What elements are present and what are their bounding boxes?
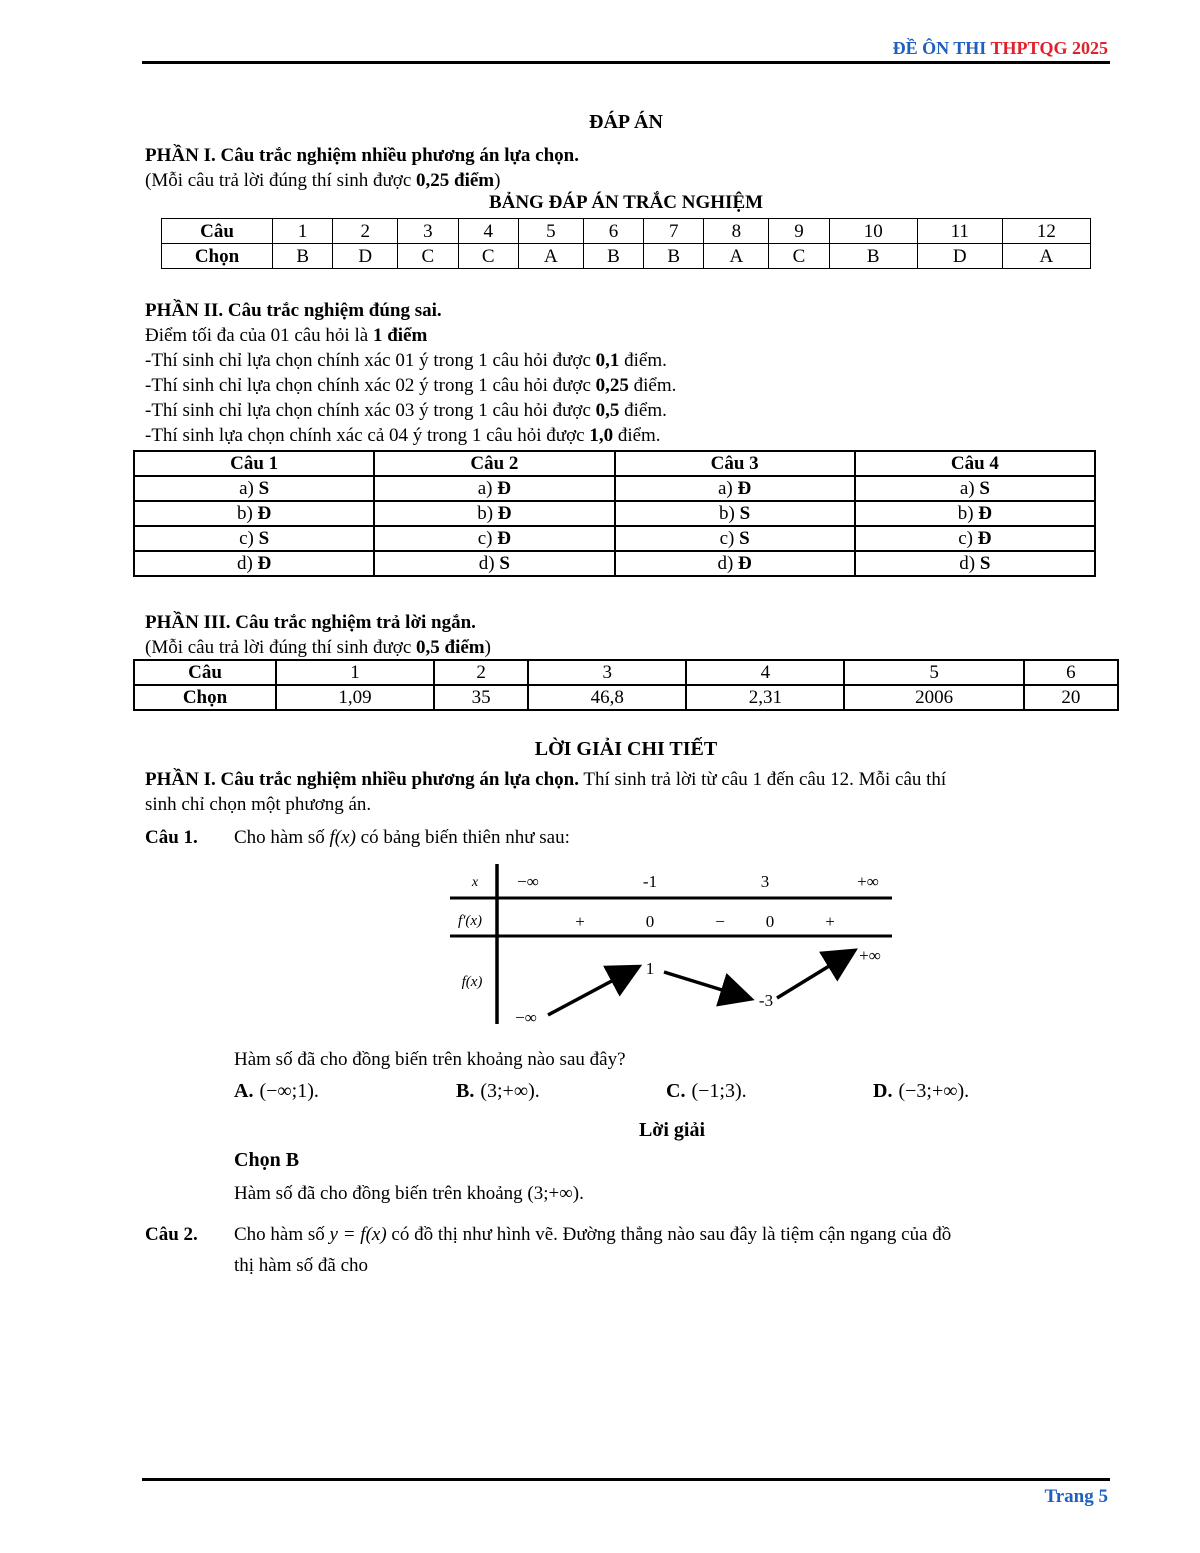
answer-cell: C: [458, 244, 518, 269]
column-header: Câu 2: [374, 451, 614, 476]
row-label-question: Câu: [162, 219, 273, 244]
part3-heading: PHẦN III. Câu trắc nghiệm trả lời ngắn.: [145, 612, 476, 633]
true-false-cell: c) S: [134, 526, 374, 551]
question-number-cell: 7: [644, 219, 704, 244]
f-value: 1: [645, 959, 655, 978]
x-value: +∞: [857, 872, 879, 891]
answer-cell: 46,8: [528, 685, 686, 710]
answer-option: D. (−3;+∞).: [873, 1080, 970, 1102]
f-value: +∞: [859, 946, 881, 965]
answer-cell: D: [917, 244, 1002, 269]
page-number: Trang 5: [1044, 1486, 1108, 1507]
derivative-sign: +: [575, 912, 585, 931]
question-number-cell: 11: [917, 219, 1002, 244]
part2-rule-line: -Thí sinh chỉ lựa chọn chính xác 02 ý trong 1 câu hỏi được 0,25 điểm.: [145, 375, 677, 396]
question-number-cell: 4: [458, 219, 518, 244]
q2-text-line1: Cho hàm số y = f(x) có đồ thị như hình vẽ. Đường thẳng nào sau đây là tiệm cận ngang của đồ: [234, 1224, 952, 1245]
arrow-increasing-1: [548, 968, 636, 1015]
answers-title: ĐÁP ÁN: [589, 111, 663, 133]
q1-chosen: Chọn B: [234, 1149, 300, 1171]
q1-solution-title: Lời giải: [638, 1119, 706, 1141]
question-number-cell: 10: [829, 219, 917, 244]
true-false-cell: b) Đ: [855, 501, 1095, 526]
part1-answer-table: [161, 218, 1091, 269]
q2-text-line2: thị hàm số đã cho: [234, 1255, 369, 1276]
question-number-cell: 4: [686, 660, 844, 685]
part3-note: (Mỗi câu trả lời đúng thí sinh được 0,5 điểm): [145, 637, 491, 658]
answer-cell: C: [769, 244, 829, 269]
part2-rule-line: -Thí sinh chỉ lựa chọn chính xác 01 ý trong 1 câu hỏi được 0,1 điểm.: [145, 350, 667, 371]
arrow-increasing-2: [777, 952, 852, 998]
true-false-cell: b) Đ: [374, 501, 614, 526]
true-false-cell: a) S: [134, 476, 374, 501]
answer-cell: A: [1002, 244, 1090, 269]
true-false-cell: a) Đ: [374, 476, 614, 501]
answer-cell: B: [583, 244, 643, 269]
part2-heading: PHẦN II. Câu trắc nghiệm đúng sai.: [145, 300, 442, 321]
x-value: −∞: [517, 872, 539, 891]
question-number-cell: 8: [704, 219, 769, 244]
true-false-cell: d) S: [374, 551, 614, 576]
question-number-cell: 3: [528, 660, 686, 685]
question-number-cell: 9: [769, 219, 829, 244]
row-label-choice: Chọn: [162, 244, 273, 269]
question-number-cell: 3: [398, 219, 458, 244]
true-false-cell: d) Đ: [615, 551, 855, 576]
row-label-question: Câu: [134, 660, 276, 685]
row-label-x: x: [471, 875, 479, 890]
column-header: Câu 4: [855, 451, 1095, 476]
answer-cell: 20: [1024, 685, 1118, 710]
q1-label: Câu 1.: [145, 827, 198, 848]
answer-cell: B: [829, 244, 917, 269]
f-value: −∞: [515, 1008, 537, 1027]
derivative-sign: 0: [765, 912, 775, 931]
q1-question: Hàm số đã cho đồng biến trên khoảng nào sau đây?: [234, 1049, 626, 1070]
variation-table: [440, 860, 900, 1030]
question-number-cell: 6: [1024, 660, 1118, 685]
x-value: 3: [760, 872, 770, 891]
solutions-part1-intro: PHẦN I. Câu trắc nghiệm nhiều phương án lựa chọn. Thí sinh trả lời từ câu 1 đến câu 12. Mỗi câu thí: [145, 769, 947, 790]
q1-text: Cho hàm số f(x) có bảng biến thiên như sau:: [234, 827, 570, 848]
answer-option: B. (3;+∞).: [456, 1080, 540, 1102]
header-suffix: THPTQG 2025: [990, 38, 1108, 58]
solutions-title: LỜI GIẢI CHI TIẾT: [534, 738, 718, 760]
row-label-f: f(x): [461, 974, 483, 990]
row-label-choice: Chọn: [134, 685, 276, 710]
q1-explanation: Hàm số đã cho đồng biến trên khoảng (3;+∞).: [234, 1183, 584, 1204]
q2-label: Câu 2.: [145, 1224, 198, 1245]
question-number-cell: 1: [273, 219, 333, 244]
part2-max-score: Điểm tối đa của 01 câu hỏi là 1 điểm: [145, 325, 428, 346]
part2-answer-table: [133, 450, 1096, 577]
question-number-cell: 5: [844, 660, 1023, 685]
part1-table-title: BẢNG ĐÁP ÁN TRẮC NGHIỆM: [488, 192, 764, 213]
true-false-cell: c) Đ: [855, 526, 1095, 551]
answer-option: C. (−1;3).: [666, 1080, 747, 1102]
true-false-cell: c) S: [615, 526, 855, 551]
part2-rule-line: -Thí sinh chỉ lựa chọn chính xác 03 ý trong 1 câu hỏi được 0,5 điểm.: [145, 400, 667, 421]
arrow-decreasing: [664, 972, 748, 998]
derivative-sign: −: [715, 912, 725, 931]
header-prefix: ĐỀ ÔN THI: [892, 38, 987, 58]
question-number-cell: 12: [1002, 219, 1090, 244]
question-number-cell: 5: [518, 219, 583, 244]
answer-cell: 2,31: [686, 685, 844, 710]
question-number-cell: 6: [583, 219, 643, 244]
true-false-cell: c) Đ: [374, 526, 614, 551]
true-false-cell: d) S: [855, 551, 1095, 576]
answer-cell: 1,09: [276, 685, 434, 710]
column-header: Câu 1: [134, 451, 374, 476]
answer-cell: 35: [434, 685, 528, 710]
answer-cell: 2006: [844, 685, 1023, 710]
answer-cell: B: [273, 244, 333, 269]
question-number-cell: 1: [276, 660, 434, 685]
header-rule: [142, 61, 1110, 64]
part1-heading: PHẦN I. Câu trắc nghiệm nhiều phương án lựa chọn.: [145, 145, 579, 166]
question-number-cell: 2: [333, 219, 398, 244]
derivative-sign: 0: [645, 912, 655, 931]
derivative-sign: +: [825, 912, 835, 931]
true-false-cell: b) S: [615, 501, 855, 526]
page-header: [893, 38, 1108, 59]
f-value: -3: [758, 991, 774, 1010]
column-header: Câu 3: [615, 451, 855, 476]
answer-cell: A: [518, 244, 583, 269]
answer-cell: C: [398, 244, 458, 269]
answer-cell: D: [333, 244, 398, 269]
solutions-part1-intro-2: sinh chỉ chọn một phương án.: [145, 794, 372, 815]
part2-rule-line: -Thí sinh lựa chọn chính xác cả 04 ý trong 1 câu hỏi được 1,0 điểm.: [145, 425, 661, 446]
row-label-fprime: f′(x): [457, 913, 483, 929]
true-false-cell: a) S: [855, 476, 1095, 501]
true-false-cell: d) Đ: [134, 551, 374, 576]
answer-cell: B: [644, 244, 704, 269]
question-number-cell: 2: [434, 660, 528, 685]
x-value: -1: [642, 872, 658, 891]
answer-option: A. (−∞;1).: [234, 1080, 319, 1102]
part1-note: (Mỗi câu trả lời đúng thí sinh được 0,25 điểm): [145, 170, 501, 191]
true-false-cell: b) Đ: [134, 501, 374, 526]
part3-answer-table: [133, 659, 1119, 711]
answer-cell: A: [704, 244, 769, 269]
true-false-cell: a) Đ: [615, 476, 855, 501]
footer-rule: [142, 1478, 1110, 1481]
